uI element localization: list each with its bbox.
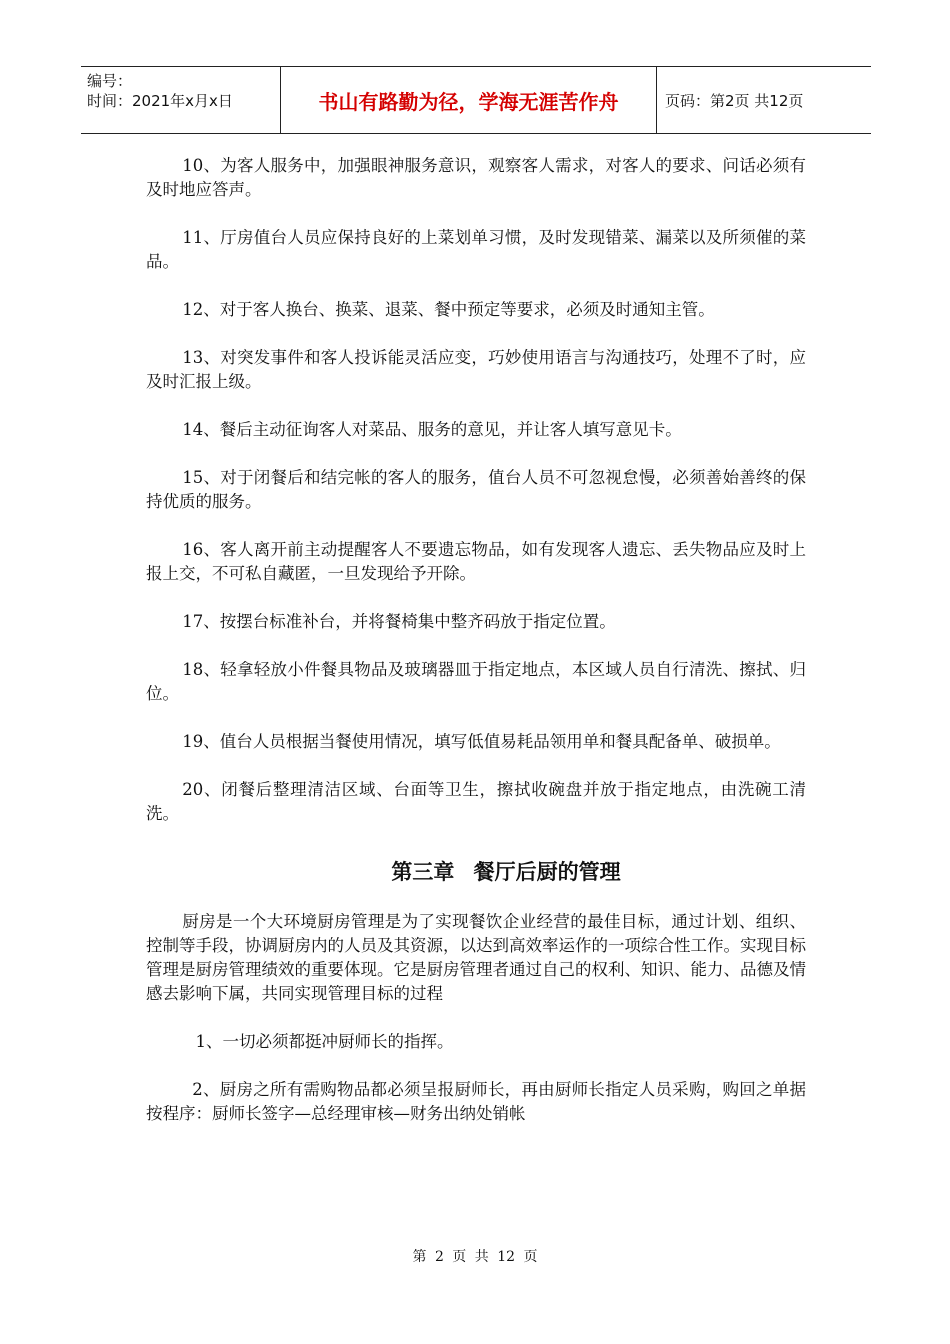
paragraph-10: 10、为客人服务中，加强眼神服务意识，观察客人需求，对客人的要求、问话必须有及时地应答声。 (146, 156, 806, 199)
chapter-intro-paragraph: 厨房是一个大环境厨房管理是为了实现餐饮企业经营的最佳目标，通过计划、组织、控制等手段，协调厨房内的人员及其资源，以达到高效率运作的一项综合性工作。实现目标管理是厨房管理绩效的重要体现。它是厨房管理者通过自己的权利、知识、能力、品德及情感去影响下属，共同实现管理目标的过程 (146, 912, 806, 1003)
paragraph-13: 13、对突发事件和客人投诉能灵活应变，巧妙使用语言与沟通技巧，处理不了时，应及时汇报上级。 (146, 348, 806, 391)
page-header (81, 66, 871, 134)
paragraph-16: 16、客人离开前主动提醒客人不要遗忘物品，如有发现客人遗忘、丢失物品应及时上报上交，不可私自藏匿，一旦发现给予开除。 (146, 540, 806, 583)
document-time-label: 时间：2021年x月x日 (87, 92, 233, 110)
paragraph-19: 19、值台人员根据当餐使用情况，填写低值易耗品领用单和餐具配备单、破损单。 (182, 732, 781, 751)
kitchen-rule-2: 2、厨房之所有需购物品都必须呈报厨师长，再由厨师长指定人员采购，购回之单据按程序：厨师长签字—总经理审核—财务出纳处销帐 (146, 1080, 806, 1123)
kitchen-rule-1: 1、一切必须都挺冲厨师长的指挥。 (195, 1032, 454, 1051)
header-motto: 书山有路勤为径，学海无涯苦作舟 (281, 67, 657, 133)
paragraph-14: 14、餐后主动征询客人对菜品、服务的意见，并让客人填写意见卡。 (182, 420, 682, 439)
header-page-info: 页码：第2页 共12页 (665, 91, 804, 110)
paragraph-11: 11、厅房值台人员应保持良好的上菜划单习惯，及时发现错菜、漏菜以及所须催的菜品。 (146, 228, 806, 271)
document-number-label: 编号： (87, 72, 133, 90)
header-meta (81, 67, 281, 133)
document-body (146, 154, 806, 1150)
paragraph-20: 20、闭餐后整理清洁区域、台面等卫生，擦拭收碗盘并放于指定地点，由洗碗工清洗。 (146, 780, 806, 823)
paragraph-12: 12、对于客人换台、换菜、退菜、餐中预定等要求，必须及时通知主管。 (182, 300, 715, 319)
chapter-title: 第三章 餐厅后厨的管理 (391, 860, 621, 884)
paragraph-17: 17、按摆台标准补台，并将餐椅集中整齐码放于指定位置。 (182, 612, 616, 631)
paragraph-18: 18、轻拿轻放小件餐具物品及玻璃器皿于指定地点，本区域人员自行清洗、擦拭、归位。 (146, 660, 806, 703)
paragraph-15: 15、对于闭餐后和结完帐的客人的服务，值台人员不可忽视怠慢，必须善始善终的保持优质的服务。 (146, 468, 806, 511)
page-footer: 第 2 页 共 12 页 (412, 1249, 538, 1265)
